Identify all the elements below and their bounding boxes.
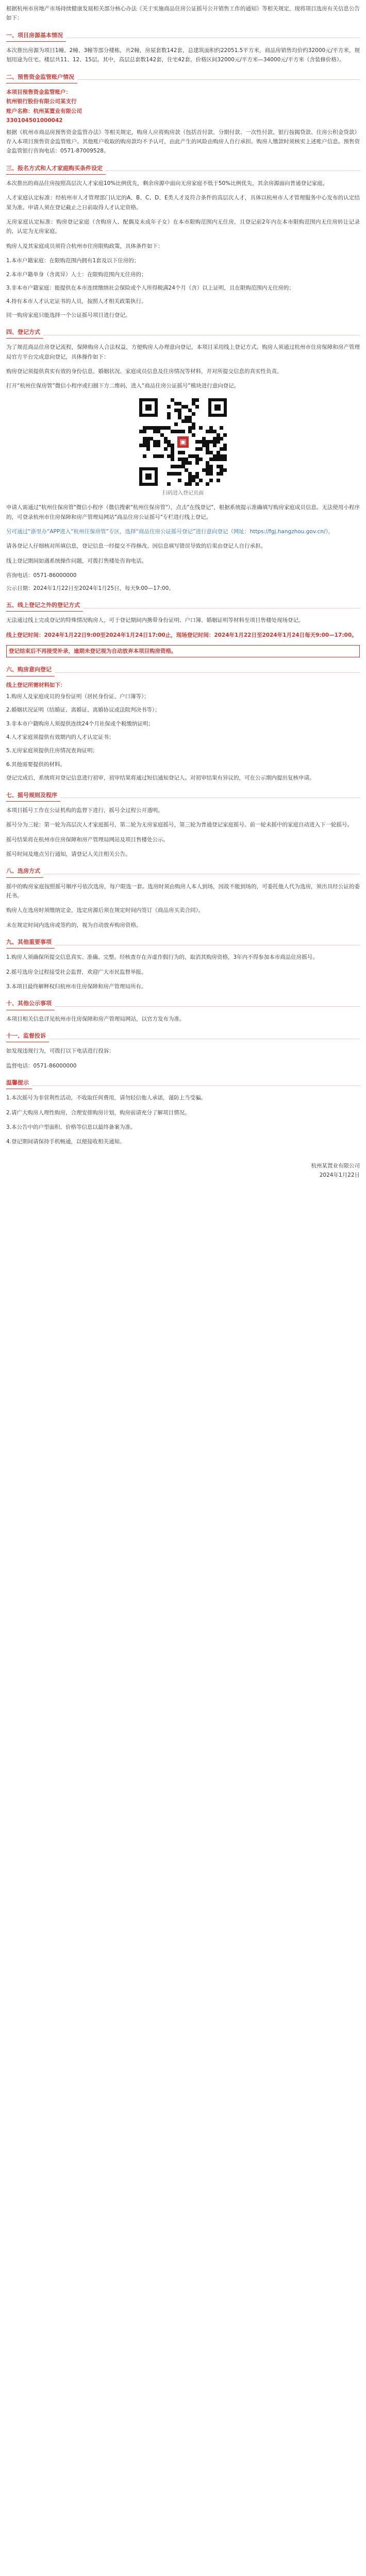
qr-module xyxy=(195,457,199,461)
phone-number[interactable]: 监督电话：0571-86000000 xyxy=(6,1062,77,1069)
qr-module xyxy=(220,457,223,461)
qr-module xyxy=(171,457,174,461)
qr-module xyxy=(178,402,181,405)
section-heading xyxy=(6,998,360,1010)
qr-module xyxy=(192,475,195,479)
qr-module xyxy=(188,475,192,479)
section-title: 六、购房意向登记 xyxy=(6,665,55,676)
qr-module xyxy=(188,430,192,433)
qr-module xyxy=(202,440,206,444)
notice-box: 登记结束后不再接受补录，逾期未登记视为自动放弃本项目购房资格。 xyxy=(6,645,360,657)
qr-module xyxy=(199,426,203,430)
qr-module xyxy=(217,440,220,444)
section-heading xyxy=(6,937,360,948)
list-item: 4.持有本市人才认定证书的人员，按照人才相关政策执行。 xyxy=(6,298,147,305)
qr-module xyxy=(185,405,188,409)
qr-module xyxy=(192,398,195,402)
section-heading xyxy=(6,600,360,612)
qr-module xyxy=(223,444,227,447)
issuer-name: 杭州某置业有限公司 xyxy=(311,1162,360,1169)
qr-module xyxy=(217,472,220,476)
qr-module xyxy=(188,479,192,482)
intro-paragraph: 根据杭州市房地产市场持续健康发展相关部分核心办法《关于实施商品住房公证摇号公开销售工作的通知》等相关规定，现将项目选房有关信息公告如下： xyxy=(6,6,360,22)
qr-module xyxy=(164,437,168,440)
signature-block xyxy=(6,1161,360,1180)
qr-module xyxy=(178,430,181,433)
qr-module xyxy=(171,454,174,458)
qr-module xyxy=(153,444,157,447)
divider xyxy=(55,672,360,673)
phone-label: 咨询电话： xyxy=(6,572,34,579)
qr-module xyxy=(185,416,188,419)
section-title: 九、其他重要事项 xyxy=(6,937,55,948)
paragraph: 摇号分为三轮：第一轮为高层次人才家庭摇号，第二轮为无房家庭摇号，第三轮为普通登记家庭摇号。前一轮未摇中的家庭自动进入下一轮摇号。 xyxy=(6,822,353,828)
qr-module xyxy=(167,482,171,486)
highlight-paragraph: 线上登记时间：2024年1月22日9:00至2024年1月24日17:00止，现场登记时间：2024年1月22日至2024年1月24日每天9:00—17:00。 xyxy=(6,632,357,638)
qr-module xyxy=(209,451,213,454)
qr-module xyxy=(202,437,206,440)
section-heading xyxy=(6,72,360,83)
qr-module xyxy=(220,454,223,458)
list-item: 3.非本市户籍家庭：能提供在本市连续缴纳社会保险或个人所得税满24个月（含）以上证明，且在限购范围内无住房的； xyxy=(6,284,294,291)
qr-module xyxy=(188,482,192,486)
qr-module xyxy=(178,416,181,419)
qr-module xyxy=(206,472,209,476)
qr-module xyxy=(202,468,206,472)
qr-module xyxy=(167,440,171,444)
qr-module xyxy=(213,444,217,447)
list-item: 5.无房家庭须提供住房情况查询证明； xyxy=(6,748,98,754)
paragraph: 为了规范商品住房登记流程，保障购房人合法权益，方便购房人办理意向登记，本项目采用线上登记方式。购房人须通过杭州市住房保障和房产管理局官方平台完成意向登记，具体操作如下： xyxy=(6,344,360,360)
qr-module xyxy=(178,465,181,468)
qr-module xyxy=(181,451,185,454)
qr-module xyxy=(209,479,213,482)
qr-module xyxy=(192,422,195,426)
qr-module xyxy=(185,482,188,486)
qr-module xyxy=(143,454,146,458)
qr-module xyxy=(171,430,174,433)
qr-module xyxy=(164,440,168,444)
qr-module xyxy=(157,444,160,447)
qr-logo-icon: ▣ xyxy=(176,435,190,449)
paragraph: 1.购房人须确保所提交信息真实、准确、完整。经核查存在弄虚作假行为的，取消其购房资格，3年内不得参加本市商品住房摇号。 xyxy=(6,954,318,961)
qr-module xyxy=(157,440,160,444)
qr-module xyxy=(217,457,220,461)
account-name: 账户名称：杭州某置业有限公司 xyxy=(6,108,82,114)
qr-module xyxy=(143,430,146,433)
qr-module xyxy=(181,457,185,461)
paragraph: 请各登记人仔细核对所填信息，登记信息一经提交不得修改。因信息填写错误导致的后果由登记人自行承担。 xyxy=(6,543,266,550)
qr-module xyxy=(195,447,199,451)
qr-module xyxy=(223,457,227,461)
qr-module xyxy=(167,454,171,458)
qr-module xyxy=(139,430,143,433)
paragraph: 人才家庭认定标准：经杭州市人才管理部门认定的A、B、C、D、E类人才及符合条件的高层次人才，具体以杭州市人才管理服务中心发布的认定结果为准。申请人须在登记截止之日前取得人才认定资格。 xyxy=(6,195,360,211)
qr-module xyxy=(178,479,181,482)
qr-module xyxy=(164,426,168,430)
qr-module xyxy=(143,426,146,430)
list-item: 1.本市户籍家庭：在限购范围内拥有1套及以下住房的； xyxy=(6,258,140,264)
qr-module xyxy=(223,447,227,451)
qr-module xyxy=(188,426,192,430)
section-title: 十一、监督投诉 xyxy=(6,1031,49,1042)
qr-module xyxy=(206,461,209,465)
paragraph: 摇号结果将在杭州市住房保障和房产管理局网站及项目售楼处公示。 xyxy=(6,836,169,843)
account-number: 330104501000042 xyxy=(6,117,63,124)
phone-number[interactable]: 0571-86000000 xyxy=(33,572,77,579)
contact-line xyxy=(6,571,360,580)
paragraph: 打开“杭州住保房管”微信小程序或扫描下方二维码，进入“商品住房公证摇号”模块进行意向登记。 xyxy=(6,383,240,389)
qr-module xyxy=(157,426,160,430)
qr-module xyxy=(195,440,199,444)
paragraph: 购房人及其家庭成员须符合杭州市住房限购政策，具体条件如下： xyxy=(6,243,163,249)
qr-module xyxy=(178,409,181,412)
paragraph: 2.请广大购房人理性购房，合理安排购房计划，购房前请充分了解项目情况。 xyxy=(6,1109,190,1116)
qr-module xyxy=(223,468,227,472)
qr-module xyxy=(206,451,209,454)
qr-module xyxy=(209,430,213,433)
qr-module xyxy=(146,444,150,447)
section-heading xyxy=(6,1031,360,1042)
qr-module xyxy=(153,440,157,444)
paragraph: 购房人在选房时须缴纳定金，选定房源后须在规定时间内签订《商品房买卖合同》。 xyxy=(6,907,204,914)
qr-module xyxy=(195,454,199,458)
qr-module xyxy=(206,468,209,472)
section-title: 一、项目房源基本情况 xyxy=(6,30,66,42)
paragraph: 购房登记须提供真实有效的身份信息、婚姻状况、家庭成员信息及住房情况等材料，并对所提交信息的真实性负责。 xyxy=(6,368,282,375)
qr-module xyxy=(192,479,195,482)
qr-module xyxy=(174,422,178,426)
qr-module xyxy=(174,409,178,412)
qr-module xyxy=(167,405,171,409)
qr-module xyxy=(213,437,217,440)
qr-module xyxy=(160,454,164,458)
qr-module xyxy=(146,447,150,451)
section-heading xyxy=(6,790,360,802)
qr-module xyxy=(209,465,213,468)
qr-module xyxy=(199,440,203,444)
qr-module xyxy=(185,461,188,465)
list-item: 1.购房人及家庭成员的身份证明（居民身份证、户口簿等）； xyxy=(6,693,149,700)
qr-module xyxy=(171,472,174,476)
sub-heading: 线上登记所需材料如下： xyxy=(6,682,66,688)
qr-module xyxy=(206,447,209,451)
qr-module xyxy=(195,461,199,465)
qr-module xyxy=(195,482,199,486)
qr-module xyxy=(220,465,223,468)
qr-module xyxy=(139,444,143,447)
paragraph: 本项目相关信息详见杭州市住房保障和房产管理局网站，以官方发布为准。 xyxy=(6,1015,185,1022)
qr-module xyxy=(206,465,209,468)
qr-module xyxy=(181,419,185,423)
qr-module xyxy=(192,412,195,416)
qr-finder-pattern xyxy=(139,467,158,486)
account-label: 本项目预售资金监管账户： xyxy=(6,89,71,95)
qr-module xyxy=(199,447,203,451)
qr-module xyxy=(209,426,213,430)
section-title: 二、预售资金监管账户情况 xyxy=(6,72,77,83)
qr-module xyxy=(185,457,188,461)
qr-module xyxy=(192,433,195,437)
qr-module xyxy=(174,430,178,433)
qr-module xyxy=(157,430,160,433)
paragraph: 如发现违规行为，可拨打以下电话进行投诉： xyxy=(6,1048,114,1055)
qr-module xyxy=(188,454,192,458)
qr-module xyxy=(209,472,213,476)
qr-module xyxy=(146,437,150,440)
paragraph: 未在规定时间内选房或签约的，视为自动放弃购房资格。 xyxy=(6,922,142,928)
paragraph: 本次推出房源为项目1幢、2幢、3幢等部分楼栋，共2幢，房屋套数142套，总建筑面积约22051.5平方米，商品房销售均价约32000元/平方米，规划用途为住宅。楼层共11、12、15层。其中，高层总套数142套，住宅42套，价格区间32000元/平方米—34000元/平方米（含装修价格）。 xyxy=(6,47,360,63)
qr-module xyxy=(217,433,220,437)
qr-module xyxy=(181,461,185,465)
qr-module xyxy=(220,426,223,430)
paragraph: 公示日期：2024年1月22日至2024年1月25日，每天9:00—17:00。 xyxy=(6,585,174,591)
qr-module xyxy=(153,426,157,430)
paragraph: 3.本项目最终解释权归杭州市住房保障和房产管理局所有。 xyxy=(6,984,147,990)
qr-module xyxy=(217,451,220,454)
paragraph: 2.摇号选房全过程接受社会监督，欢迎广大市民监督举报。 xyxy=(6,969,147,975)
qr-module xyxy=(178,412,181,416)
section-title: 十、其他公示事项 xyxy=(6,998,55,1010)
bank-name: 杭州银行股份有限公司某支行 xyxy=(6,98,77,105)
paragraph: 摇号时间及地点另行通知，请登记人关注相关公告。 xyxy=(6,851,131,857)
qr-module xyxy=(206,440,209,444)
qr-module xyxy=(188,416,192,419)
qr-module xyxy=(178,451,181,454)
list-item: 4.人才家庭须提供有效期内的人才认定证书； xyxy=(6,734,114,740)
qr-module xyxy=(174,465,178,468)
qr-module xyxy=(167,426,171,430)
qr-module xyxy=(149,437,153,440)
qr-module xyxy=(195,405,199,409)
qr-module xyxy=(206,444,209,447)
section-heading xyxy=(6,30,360,42)
qr-module xyxy=(160,426,164,430)
qr-module xyxy=(185,419,188,423)
qr-finder-pattern xyxy=(208,398,227,417)
qr-module xyxy=(220,447,223,451)
qr-module xyxy=(171,465,174,468)
qr-module xyxy=(188,461,192,465)
paragraph: 申请人需通过"杭州住保房管"微信小程序（微信搜索"杭州住保房管"），点击"在线登记"，根据系统提示准确填写购房家庭成员信息。无法使用小程序的，可登录杭州市住房保障和房产管理局网站"商品住房公证摇号"专栏进行线上登记。 xyxy=(6,504,360,520)
qr-module xyxy=(206,482,209,486)
qr-module xyxy=(164,447,168,451)
qr-module xyxy=(188,472,192,476)
qr-module xyxy=(188,409,192,412)
issue-date: 2024年1月22日 xyxy=(319,1172,360,1179)
qr-module xyxy=(174,472,178,476)
qr-module xyxy=(195,472,199,476)
paragraph: 同一购房家庭只能选择一个公证摇号项目进行登记。 xyxy=(6,312,131,318)
qr-module xyxy=(167,416,171,419)
paragraph: 本项目摇号工作在公证机构的监督下进行，摇号全过程公开透明。 xyxy=(6,807,163,814)
qr-module xyxy=(171,447,174,451)
qr-module xyxy=(185,468,188,472)
qr-module xyxy=(199,457,203,461)
qr-module xyxy=(217,454,220,458)
section-title: 七、摇号规则及程序 xyxy=(6,790,60,802)
list-item: 3.非本市户籍购房人须提供连续24个月社保或个税缴纳证明； xyxy=(6,720,154,727)
qr-module xyxy=(195,398,199,402)
qr-module xyxy=(178,457,181,461)
qr-module xyxy=(146,440,150,444)
section-title: 温馨提示 xyxy=(6,1078,32,1089)
paragraph: 无法通过线上完成登记的特殊情况购房人，可于登记期间内携带身份证明、户口簿、婚姻证明等材料至项目售楼处现场登记。 xyxy=(6,617,304,624)
qr-module xyxy=(167,444,171,447)
paragraph[interactable]: 另可通过“浙里办”APP进入“杭州住保房管”专区，选择“商品住房公证摇号登记”进行意向登记（网址：https://fgj.hangzhou.gov.cn/）。 xyxy=(6,529,334,535)
qr-module xyxy=(213,440,217,444)
paragraph: 本次推出的商品住房按照高层次人才家庭10%比例优先，剩余房源中面向无房家庭不低于50%比例优先，其余房源面向普通登记家庭。 xyxy=(6,180,328,187)
qr-module xyxy=(202,444,206,447)
qr-module xyxy=(192,426,195,430)
paragraph: 摇中的购房家庭按照摇号顺序号依次选房，每户限选一套。选房时须由购房人本人到场，因故不能到场的，可委托他人代为选房，须出具经公证的委托书。 xyxy=(6,883,360,899)
qr-module xyxy=(213,454,217,458)
section-heading xyxy=(6,163,360,175)
qr-module xyxy=(192,454,195,458)
notice-document xyxy=(6,4,360,1180)
qr-module xyxy=(171,398,174,402)
qr-module xyxy=(171,451,174,454)
divider xyxy=(77,79,360,80)
qr-module xyxy=(195,475,199,479)
qr-module xyxy=(217,437,220,440)
list-item: 2.婚姻状况证明（结婚证、离婚证、离婚协议或法院判决书等）； xyxy=(6,707,160,714)
paragraph: 登记完成后，系统将对登记信息进行初审，初审结果将通过短信通知登记人。对初审结果有异议的，可在公示期内提出复核申请。 xyxy=(6,775,315,782)
qr-module xyxy=(220,472,223,476)
qr-code-wrapper xyxy=(6,398,360,486)
paragraph: 根据《杭州市商品房预售资金监管办法》等相关规定，购房人应将购房款（包括首付款、分期付款、一次性付款、银行按揭贷款、住房公积金贷款）存入本项目预售资金监管账户。其他账户收取的购房款均不予认可，由此产生的风险由购房人自行承担。购房人缴款时须核实上述账户信息。预售资金监管银行咨询电话：0571-87009528。 xyxy=(6,129,360,155)
qr-module xyxy=(146,426,150,430)
paragraph: 4.登记期间请保持手机畅通，以便接收相关通知。 xyxy=(6,1139,125,1145)
list-item: 6.其他需要提供的材料。 xyxy=(6,761,66,768)
divider xyxy=(55,1006,360,1007)
qr-module xyxy=(220,468,223,472)
qr-module xyxy=(181,405,185,409)
section-title: 四、登记方式 xyxy=(6,327,43,338)
qr-module xyxy=(209,440,213,444)
qr-module xyxy=(209,468,213,472)
qr-module xyxy=(174,402,178,405)
section-heading xyxy=(6,327,360,338)
paragraph: 线上登记期间如遇系统操作问题，可拨打售楼处咨询电话。 xyxy=(6,557,147,564)
list-item: 2.本市户籍单身（含离异）人士：在限购范围内无住房的； xyxy=(6,271,147,278)
section-heading xyxy=(6,665,360,676)
qr-module xyxy=(217,465,220,468)
qr-finder-pattern xyxy=(139,398,158,417)
section-title: 八、选房方式 xyxy=(6,866,43,877)
qr-module xyxy=(143,437,146,440)
qr-module xyxy=(143,440,146,444)
qr-module xyxy=(209,457,213,461)
qr-module xyxy=(223,433,227,437)
qr-module xyxy=(153,430,157,433)
section-title: 五、线上登记之外的登记方式 xyxy=(6,600,83,612)
section-title: 三、报名方式和人才家庭购买条件设定 xyxy=(6,163,106,175)
qr-module xyxy=(217,479,220,482)
qr-module xyxy=(188,419,192,423)
qr-module xyxy=(167,472,171,476)
qr-module xyxy=(153,454,157,458)
qr-module xyxy=(171,444,174,447)
paragraph: 3.本公告中的户型面积、价格等信息以最终备案为准。 xyxy=(6,1124,136,1130)
qr-module xyxy=(213,457,217,461)
section-heading xyxy=(6,1078,360,1089)
paragraph: 1.本次摇号为非营利性活动，不收取任何费用，请勿轻信他人承诺，谨防上当受骗。 xyxy=(6,1095,207,1101)
qr-module xyxy=(143,444,146,447)
qr-module xyxy=(149,426,153,430)
qr-module xyxy=(223,454,227,458)
qr-caption: 扫码进入登记页面 xyxy=(162,490,204,496)
qr-module xyxy=(213,430,217,433)
qr-code[interactable] xyxy=(139,398,227,486)
qr-module xyxy=(167,412,171,416)
qr-module xyxy=(181,430,185,433)
paragraph: 无房家庭认定标准：购房登记家庭（含购房人、配偶及未成年子女）在本市限购范围内无住房，且登记前2年内在本市限购范围内无住房转让记录的，认定为无房家庭。 xyxy=(6,219,360,235)
qr-module xyxy=(199,479,203,482)
qr-module xyxy=(181,465,185,468)
qr-module xyxy=(157,454,160,458)
qr-module xyxy=(160,433,164,437)
qr-module xyxy=(220,437,223,440)
qr-module xyxy=(178,472,181,476)
section-heading xyxy=(6,866,360,877)
qr-module xyxy=(192,402,195,405)
qr-module xyxy=(206,430,209,433)
